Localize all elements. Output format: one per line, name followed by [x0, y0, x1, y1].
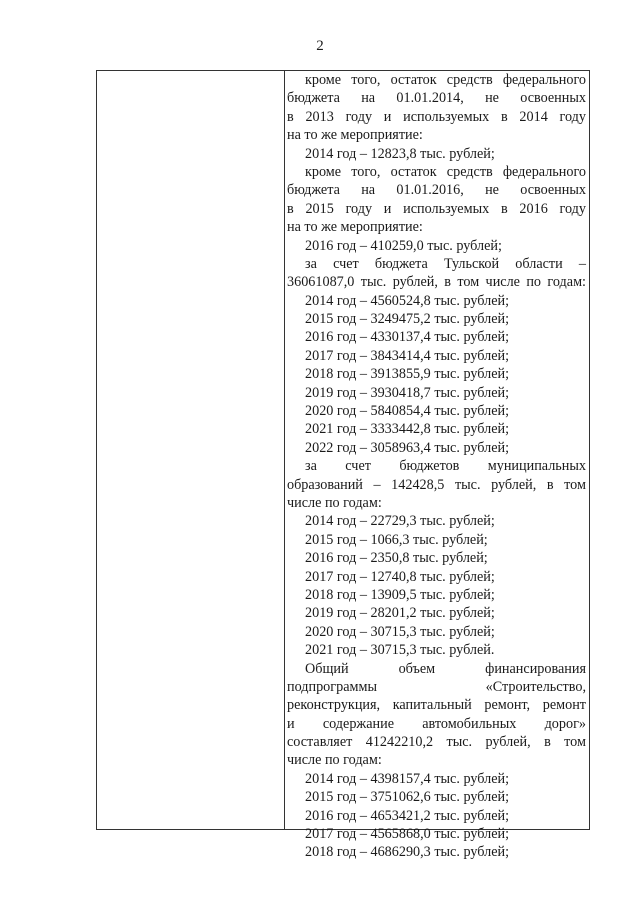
text-line: 2014 год – 12823,8 тыс. рублей; [305, 145, 495, 162]
text-line: 36061087,0 тыс. рублей, в том числе по годам: [287, 274, 586, 291]
page-number: 2 [316, 38, 324, 54]
text-line: бюджета на 01.01.2016, не освоенных [287, 182, 586, 199]
text-line: 2019 год – 3930418,7 тыс. рублей; [305, 384, 510, 401]
text-line: 2020 год – 30715,3 тыс. рублей; [305, 623, 495, 640]
text-line: 2014 год – 4560524,8 тыс. рублей; [305, 292, 510, 309]
text-line: 2018 год – 4686290,3 тыс. рублей; [305, 844, 510, 861]
text-line: 2022 год – 3058963,4 тыс. рублей; [305, 439, 510, 456]
text-line: 2015 год – 3751062,6 тыс. рублей; [305, 789, 510, 806]
text-line: реконструкция, капитальный ремонт, ремонт [287, 697, 586, 714]
text-line: 2014 год – 22729,3 тыс. рублей; [305, 513, 495, 530]
text-line: за счет бюджетов муниципальных [305, 458, 586, 475]
text-line: за счет бюджета Тульской области – [305, 255, 586, 272]
text-line: кроме того, остаток средств федерального [305, 163, 586, 180]
text-line: 2016 год – 2350,8 тыс. рублей; [305, 550, 488, 567]
text-line: 2018 год – 13909,5 тыс. рублей; [305, 586, 495, 603]
text-line: 2017 год – 12740,8 тыс. рублей; [305, 568, 495, 585]
text-line: в 2013 году и используемых в 2014 году [287, 108, 586, 125]
table-right-column [285, 71, 589, 861]
text-line: на то же мероприятие: [287, 127, 423, 144]
text-line: в 2015 году и используемых в 2016 году [287, 200, 586, 217]
text-line: 2015 год – 1066,3 тыс. рублей; [305, 531, 488, 548]
text-line: на то же мероприятие: [287, 219, 423, 236]
text-line: подпрограммы «Строительство, [287, 678, 586, 695]
text-line: 2018 год – 3913855,9 тыс. рублей; [305, 366, 510, 383]
text-line: 2017 год – 4565868,0 тыс. рублей; [305, 826, 510, 843]
text-line: числе по годам: [287, 494, 382, 511]
text-line: 2021 год – 30715,3 тыс. рублей. [305, 642, 495, 659]
text-line: 2014 год – 4398157,4 тыс. рублей; [305, 770, 510, 787]
program-table [96, 70, 590, 861]
text-line: 2017 год – 3843414,4 тыс. рублей; [305, 347, 510, 364]
text-line: 2016 год – 4653421,2 тыс. рублей; [305, 807, 510, 824]
text-line: кроме того, остаток средств федерального [305, 72, 586, 88]
text-line: 2016 год – 4330137,4 тыс. рублей; [305, 329, 510, 346]
text-line: Общий объем финансирования [305, 660, 586, 677]
text-line: и содержание автомобильных дорог» [287, 715, 586, 732]
text-line: 2021 год – 3333442,8 тыс. рублей; [305, 421, 510, 438]
text-line: 2019 год – 28201,2 тыс. рублей; [305, 605, 495, 622]
table-left-column [97, 71, 284, 829]
text-line: 2015 год – 3249475,2 тыс. рублей; [305, 311, 510, 328]
text-line: числе по годам: [287, 752, 382, 769]
text-line: составляет 41242210,2 тыс. рублей, в том [287, 734, 586, 751]
text-line: 2020 год – 5840854,4 тыс. рублей; [305, 403, 510, 420]
text-line: образований – 142428,5 тыс. рублей, в том [287, 476, 586, 493]
text-line: 2016 год – 410259,0 тыс. рублей; [305, 237, 502, 254]
text-line: бюджета на 01.01.2014, не освоенных [287, 90, 586, 107]
